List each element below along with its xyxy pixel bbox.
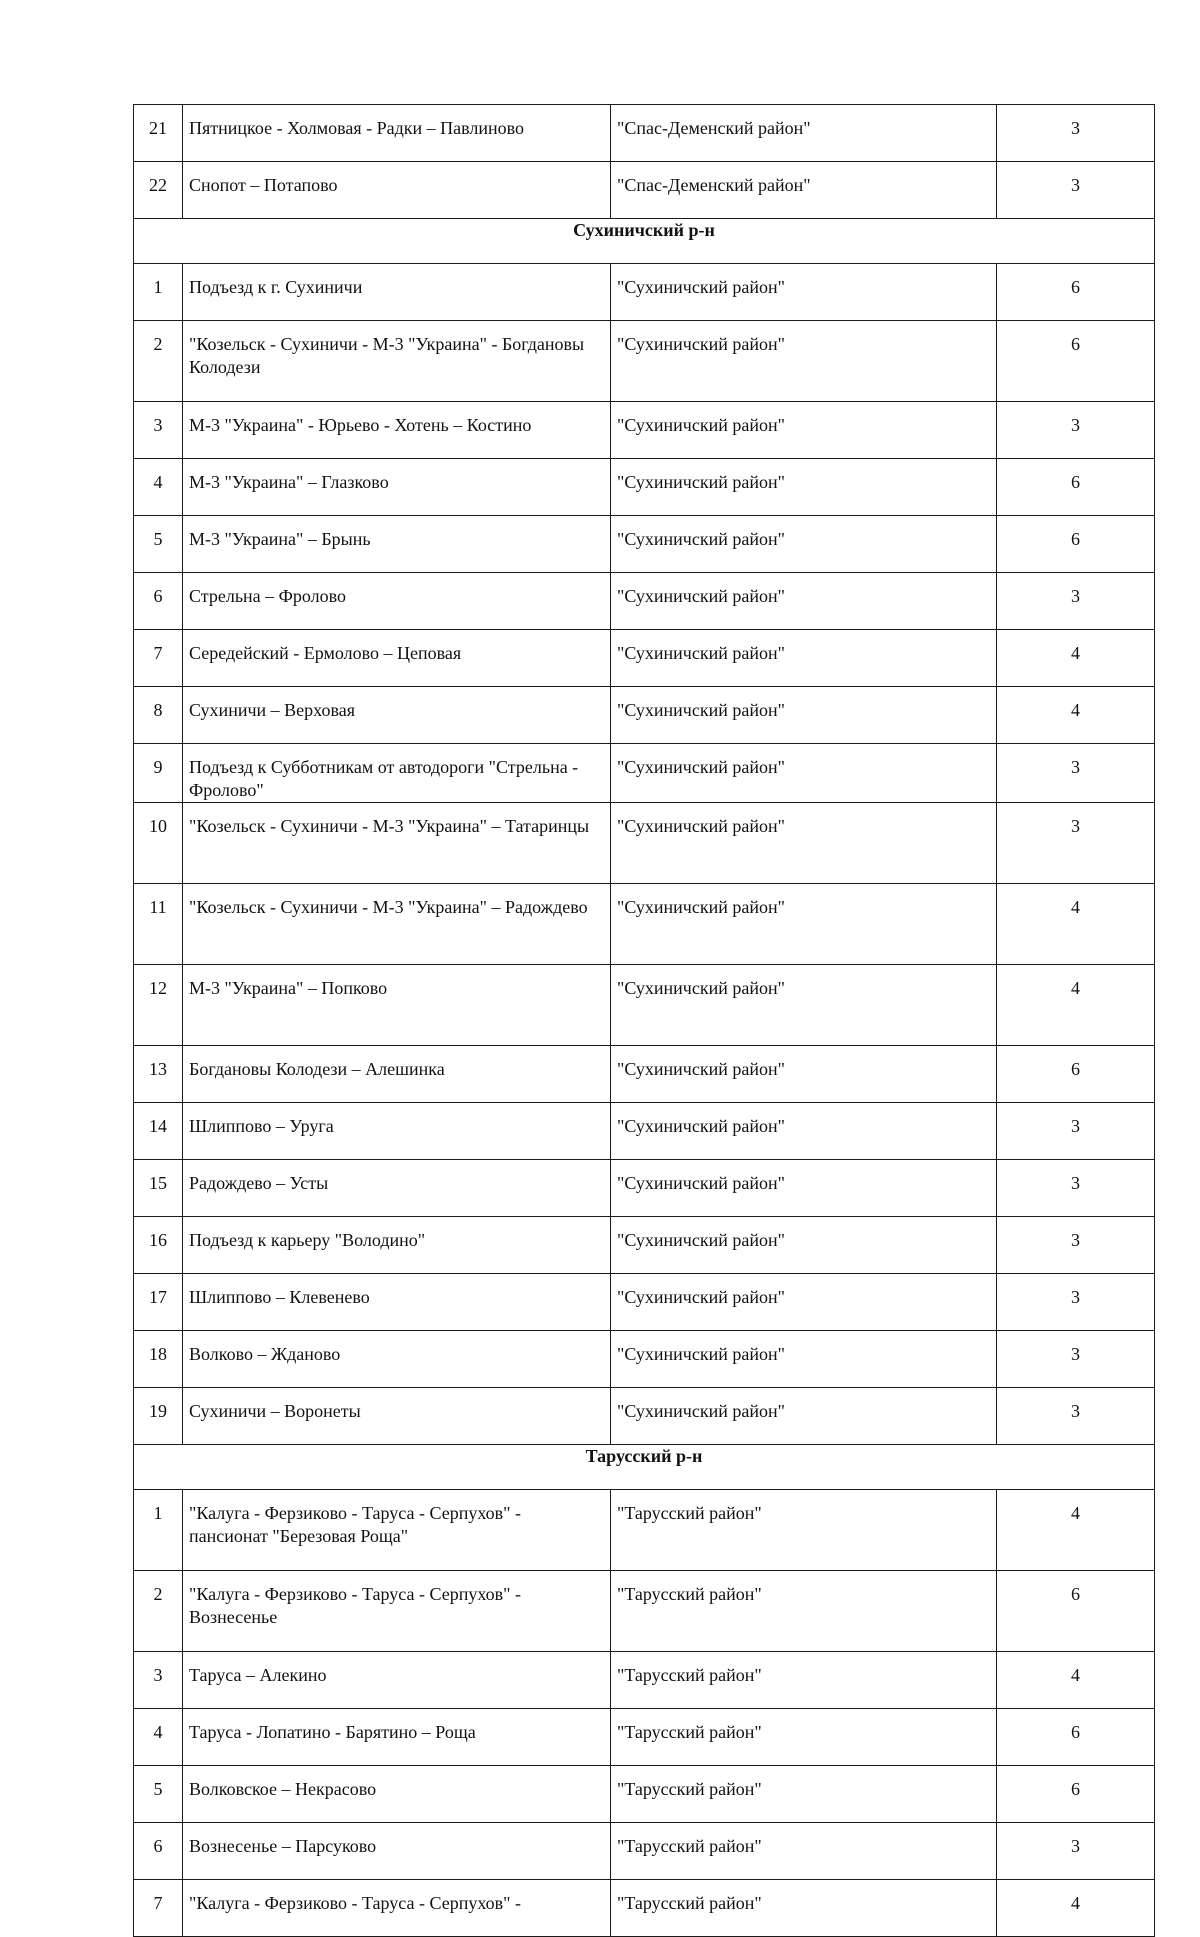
row-number: 22 [134, 162, 183, 219]
road-name: М-3 "Украина" – Брынь [183, 516, 611, 573]
district-name: "Тарусский район" [611, 1766, 997, 1823]
row-value: 3 [997, 1823, 1155, 1880]
row-value: 3 [997, 803, 1155, 884]
road-name: Подъезд к г. Сухиничи [183, 264, 611, 321]
row-number: 19 [134, 1388, 183, 1445]
row-value: 3 [997, 162, 1155, 219]
district-name: "Сухиничский район" [611, 1160, 997, 1217]
district-name: "Сухиничский район" [611, 687, 997, 744]
road-name: Подъезд к карьеру "Володино" [183, 1217, 611, 1274]
row-value: 4 [997, 1880, 1155, 1937]
road-name: Пятницкое - Холмовая - Радки – Павлиново [183, 105, 611, 162]
table-row [134, 744, 1155, 803]
district-name: "Тарусский район" [611, 1571, 997, 1652]
road-name: Шлиппово – Уруга [183, 1103, 611, 1160]
table-row [134, 1388, 1155, 1445]
table-row [134, 1571, 1155, 1652]
section-title: Тарусский р-н [134, 1445, 1155, 1490]
row-number: 7 [134, 630, 183, 687]
row-value: 3 [997, 573, 1155, 630]
section-title: Сухиничский р-н [134, 219, 1155, 264]
district-name: "Сухиничский район" [611, 1331, 997, 1388]
roads-table [133, 104, 1155, 1937]
row-value: 3 [997, 1388, 1155, 1445]
row-number: 5 [134, 1766, 183, 1823]
table-row [134, 516, 1155, 573]
table-row [134, 1766, 1155, 1823]
road-name: "Калуга - Ферзиково - Таруса - Серпухов" - [183, 1880, 611, 1937]
row-number: 9 [134, 744, 183, 803]
table-row [134, 1490, 1155, 1571]
road-name: Шлиппово – Клевенево [183, 1274, 611, 1331]
row-value: 6 [997, 1766, 1155, 1823]
row-number: 18 [134, 1331, 183, 1388]
row-number: 13 [134, 1046, 183, 1103]
table-row [134, 402, 1155, 459]
district-name: "Тарусский район" [611, 1880, 997, 1937]
road-name: Радождево – Усты [183, 1160, 611, 1217]
row-number: 16 [134, 1217, 183, 1274]
table-row [134, 459, 1155, 516]
table-row [134, 803, 1155, 884]
road-name: Подъезд к Субботникам от автодороги "Стрельна - Фролово" [183, 744, 611, 803]
district-name: "Спас-Деменский район" [611, 162, 997, 219]
row-value: 4 [997, 630, 1155, 687]
table-row [134, 1046, 1155, 1103]
table-row [134, 1709, 1155, 1766]
row-value: 4 [997, 1490, 1155, 1571]
row-value: 3 [997, 105, 1155, 162]
row-number: 11 [134, 884, 183, 965]
district-name: "Сухиничский район" [611, 965, 997, 1046]
district-name: "Сухиничский район" [611, 884, 997, 965]
table-row [134, 1652, 1155, 1709]
road-name: "Козельск - Сухиничи - М-3 "Украина" - Богдановы Колодези [183, 321, 611, 402]
row-number: 8 [134, 687, 183, 744]
row-value: 6 [997, 321, 1155, 402]
road-name: Сухиничи – Верховая [183, 687, 611, 744]
row-number: 1 [134, 1490, 183, 1571]
road-name: Богдановы Колодези – Алешинка [183, 1046, 611, 1103]
district-name: "Сухиничский район" [611, 1274, 997, 1331]
district-name: "Сухиничский район" [611, 744, 997, 803]
road-name: Волково – Жданово [183, 1331, 611, 1388]
row-value: 3 [997, 1274, 1155, 1331]
road-name: М-3 "Украина" – Глазково [183, 459, 611, 516]
row-number: 6 [134, 1823, 183, 1880]
row-number: 3 [134, 402, 183, 459]
road-name: Снопот – Потапово [183, 162, 611, 219]
district-name: "Сухиничский район" [611, 1046, 997, 1103]
table-row [134, 1103, 1155, 1160]
row-number: 10 [134, 803, 183, 884]
row-number: 2 [134, 1571, 183, 1652]
table-row [134, 1217, 1155, 1274]
table-row [134, 1880, 1155, 1937]
row-number: 5 [134, 516, 183, 573]
district-name: "Сухиничский район" [611, 573, 997, 630]
road-name: Стрельна – Фролово [183, 573, 611, 630]
row-value: 6 [997, 1046, 1155, 1103]
row-number: 6 [134, 573, 183, 630]
row-value: 3 [997, 744, 1155, 803]
district-name: "Сухиничский район" [611, 1388, 997, 1445]
table-row [134, 630, 1155, 687]
table-row [134, 1274, 1155, 1331]
row-value: 3 [997, 402, 1155, 459]
row-number: 7 [134, 1880, 183, 1937]
road-name: "Козельск - Сухиничи - М-3 "Украина" – Радождево [183, 884, 611, 965]
row-number: 3 [134, 1652, 183, 1709]
table-row [134, 105, 1155, 162]
district-name: "Тарусский район" [611, 1490, 997, 1571]
district-name: "Сухиничский район" [611, 321, 997, 402]
row-value: 3 [997, 1160, 1155, 1217]
table-row [134, 965, 1155, 1046]
table-row [134, 264, 1155, 321]
row-number: 15 [134, 1160, 183, 1217]
row-number: 14 [134, 1103, 183, 1160]
road-name: "Козельск - Сухиничи - М-3 "Украина" – Татаринцы [183, 803, 611, 884]
road-name: М-3 "Украина" – Попково [183, 965, 611, 1046]
district-name: "Сухиничский район" [611, 1217, 997, 1274]
road-name: Таруса – Алекино [183, 1652, 611, 1709]
row-value: 3 [997, 1103, 1155, 1160]
district-name: "Сухиничский район" [611, 630, 997, 687]
district-name: "Сухиничский район" [611, 459, 997, 516]
row-value: 4 [997, 965, 1155, 1046]
row-value: 6 [997, 1571, 1155, 1652]
roads-table-body [134, 105, 1155, 1937]
table-row [134, 1823, 1155, 1880]
row-value: 6 [997, 1709, 1155, 1766]
row-value: 6 [997, 459, 1155, 516]
table-row [134, 1331, 1155, 1388]
district-name: "Сухиничский район" [611, 402, 997, 459]
row-number: 12 [134, 965, 183, 1046]
road-name: Сухиничи – Воронеты [183, 1388, 611, 1445]
row-value: 4 [997, 1652, 1155, 1709]
table-row [134, 573, 1155, 630]
road-name: "Калуга - Ферзиково - Таруса - Серпухов" - пансионат "Березовая Роща" [183, 1490, 611, 1571]
road-name: Середейский - Ермолово – Цеповая [183, 630, 611, 687]
district-name: "Тарусский район" [611, 1652, 997, 1709]
district-name: "Сухиничский район" [611, 516, 997, 573]
section-header-row [134, 219, 1155, 264]
road-name: Таруса - Лопатино - Барятино – Роща [183, 1709, 611, 1766]
road-name: Вознесенье – Парсуково [183, 1823, 611, 1880]
district-name: "Сухиничский район" [611, 264, 997, 321]
row-number: 1 [134, 264, 183, 321]
row-value: 3 [997, 1331, 1155, 1388]
road-name: Волковское – Некрасово [183, 1766, 611, 1823]
row-number: 4 [134, 1709, 183, 1766]
row-value: 3 [997, 1217, 1155, 1274]
table-row [134, 321, 1155, 402]
district-name: "Спас-Деменский район" [611, 105, 997, 162]
row-number: 21 [134, 105, 183, 162]
row-number: 2 [134, 321, 183, 402]
section-header-row [134, 1445, 1155, 1490]
table-row [134, 1160, 1155, 1217]
table-row [134, 884, 1155, 965]
district-name: "Сухиничский район" [611, 803, 997, 884]
road-name: "Калуга - Ферзиково - Таруса - Серпухов" - Вознесенье [183, 1571, 611, 1652]
row-value: 4 [997, 884, 1155, 965]
row-value: 4 [997, 687, 1155, 744]
row-value: 6 [997, 516, 1155, 573]
district-name: "Тарусский район" [611, 1823, 997, 1880]
road-name: М-3 "Украина" - Юрьево - Хотень – Костино [183, 402, 611, 459]
row-value: 6 [997, 264, 1155, 321]
district-name: "Тарусский район" [611, 1709, 997, 1766]
row-number: 17 [134, 1274, 183, 1331]
district-name: "Сухиничский район" [611, 1103, 997, 1160]
table-row [134, 687, 1155, 744]
row-number: 4 [134, 459, 183, 516]
table-row [134, 162, 1155, 219]
